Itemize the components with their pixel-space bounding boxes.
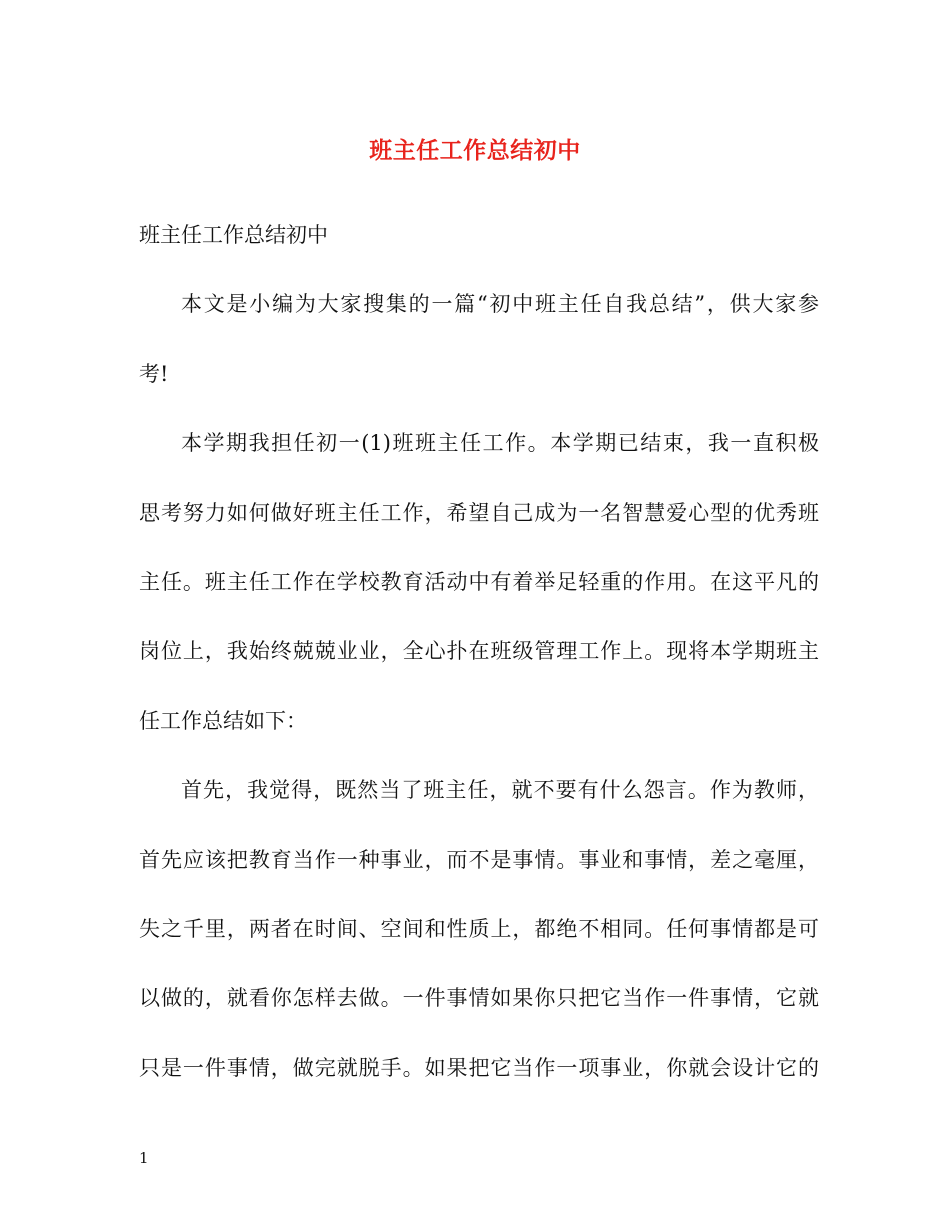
subtitle-line: 班主任工作总结初中 <box>139 223 328 247</box>
paragraph-line: 本学期我担任初一(1)班班主任工作。本学期已结束，我一直积极 <box>181 431 819 456</box>
page-number: 1 <box>139 1149 149 1167</box>
paragraph-line: 失之千里，两者在时间、空间和性质上，都绝不相同。任何事情都是可 <box>139 916 819 941</box>
paragraph-line: 主任。班主任工作在学校教育活动中有着举足轻重的作用。在这平凡的 <box>139 569 819 594</box>
paragraph-line: 考! <box>139 361 169 386</box>
paragraph-line: 本文是小编为大家搜集的一篇“初中班主任自我总结”，供大家参 <box>181 292 819 317</box>
paragraph-line: 首先应该把教育当作一种事业，而不是事情。事业和事情，差之毫厘， <box>139 847 819 872</box>
paragraph-line: 岗位上，我始终兢兢业业，全心扑在班级管理工作上。现将本学期班主 <box>139 639 819 664</box>
paragraph-line: 只是一件事情，做完就脱手。如果把它当作一项事业，你就会设计它的 <box>139 1055 819 1080</box>
paragraph-line: 思考努力如何做好班主任工作，希望自己成为一名智慧爱心型的优秀班 <box>139 500 819 525</box>
paragraph-line: 首先，我觉得，既然当了班主任，就不要有什么怨言。作为教师， <box>181 778 819 803</box>
document-body <box>139 215 819 1117</box>
document-title: 班主任工作总结初中 <box>369 137 581 164</box>
paragraph-line: 任工作总结如下： <box>139 708 307 733</box>
paragraph-line: 以做的，就看你怎样去做。一件事情如果你只把它当作一件事情，它就 <box>139 986 819 1011</box>
